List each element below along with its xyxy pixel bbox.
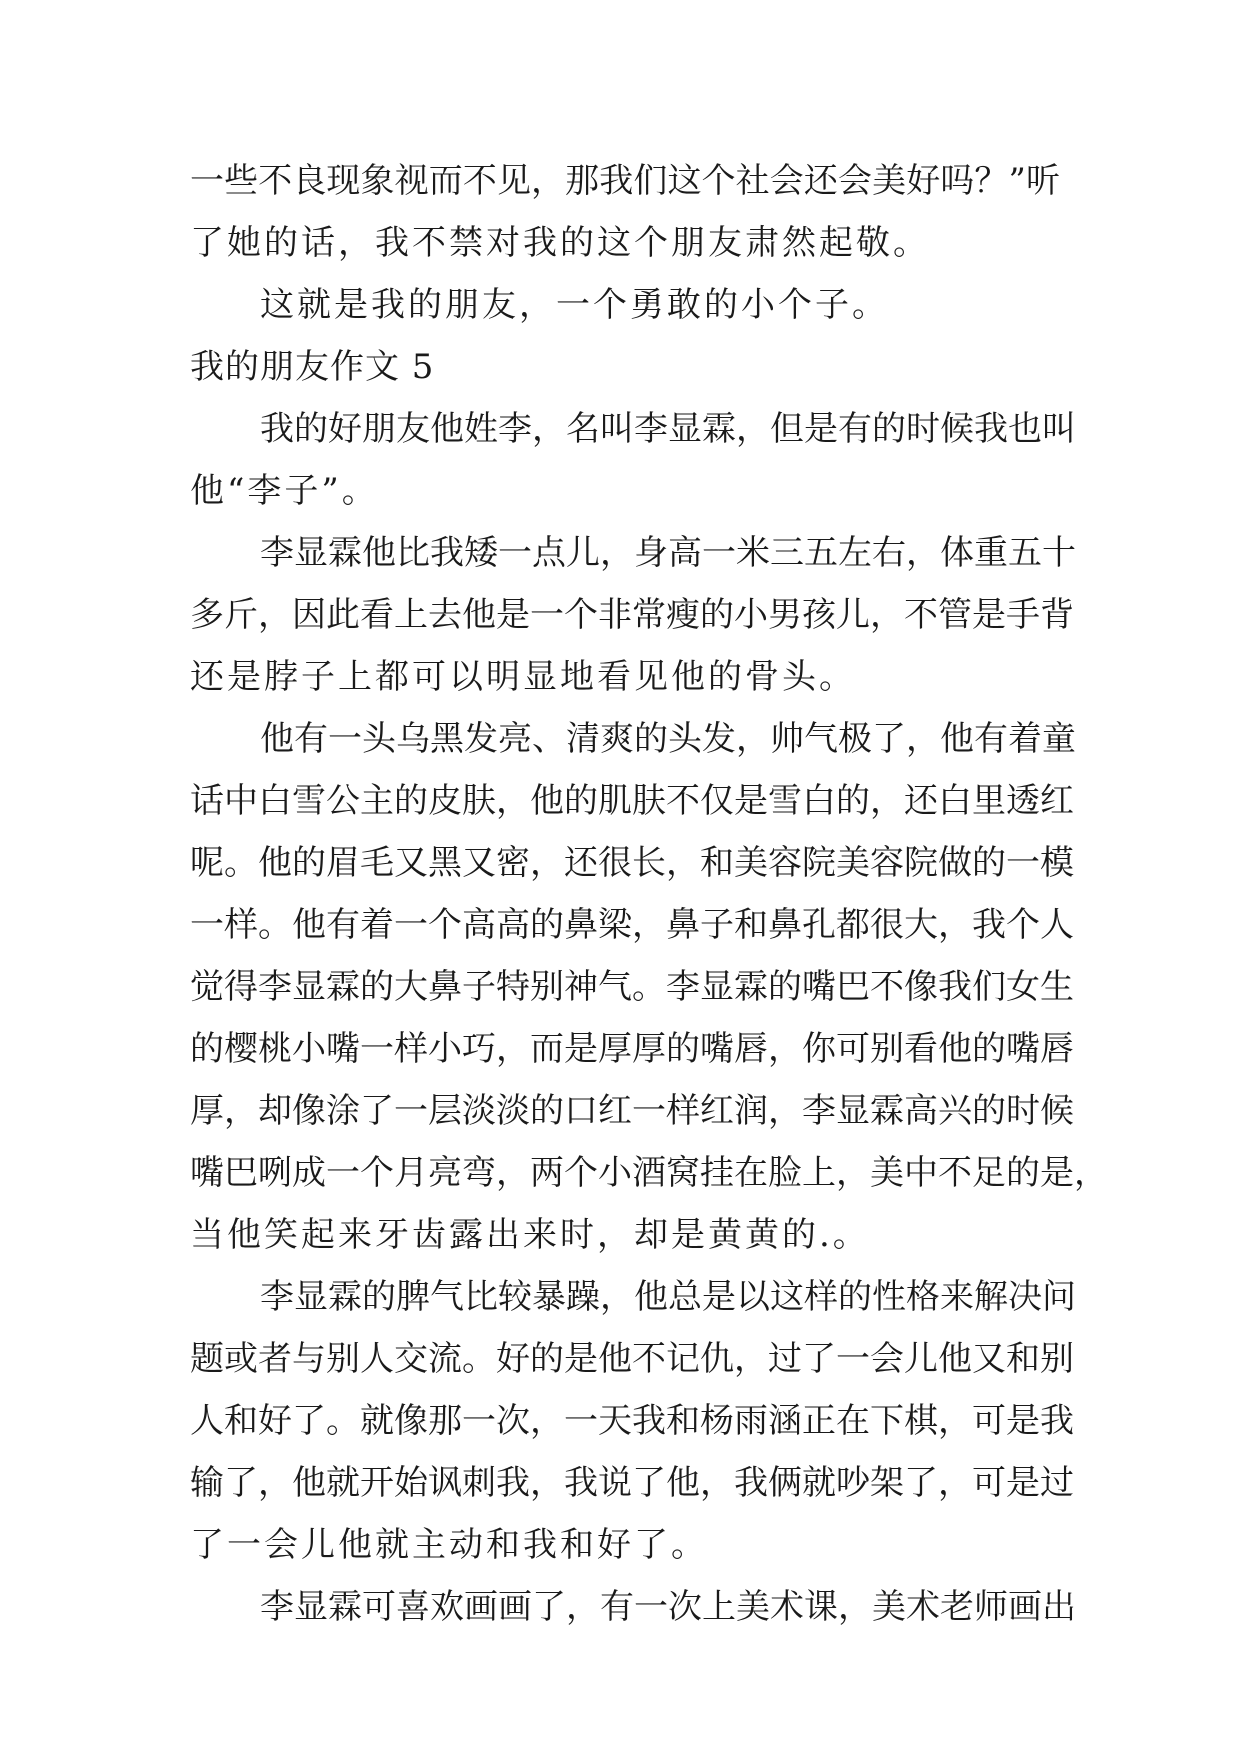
paragraph-start-line: 李显霖可喜欢画画了，有一次上美术课，美术老师画出 [260, 1587, 1076, 1627]
text-line: 了一会儿他就主动和我和好了。 [190, 1525, 708, 1565]
text-line: 觉得李显霖的大鼻子特别神气。李显霖的嘴巴不像我们女生 [190, 967, 1074, 1007]
text-line: 了她的话，我不禁对我的这个朋友肃然起敬。 [190, 223, 930, 263]
text-line: 多斤，因此看上去他是一个非常瘦的小男孩儿，不管是手背 [190, 595, 1074, 635]
text-line: 他“李子”。 [190, 471, 379, 511]
text-line: 嘴巴咧成一个月亮弯，两个小酒窝挂在脸上，美中不足的是， [190, 1153, 1108, 1193]
essay-heading: 我的朋友作文 5 [190, 347, 435, 387]
text-line: 当他笑起来牙齿露出来时，却是黄黄的.。 [190, 1215, 870, 1255]
text-line: 题或者与别人交流。好的是他不记仇，过了一会儿他又和别 [190, 1339, 1074, 1379]
text-line: 人和好了。就像那一次，一天我和杨雨涵正在下棋，可是我 [190, 1401, 1074, 1441]
paragraph-start-line: 他有一头乌黑发亮、清爽的头发，帅气极了，他有着童 [260, 719, 1076, 759]
text-line: 厚，却像涂了一层淡淡的口红一样红润，李显霖高兴的时候 [190, 1091, 1074, 1131]
text-line: 话中白雪公主的皮肤，他的肌肤不仅是雪白的，还白里透红 [190, 781, 1074, 821]
paragraph-start-line: 我的好朋友他姓李，名叫李显霖，但是有的时候我也叫 [260, 409, 1076, 449]
text-line: 一些不良现象视而不见，那我们这个社会还会美好吗？”听 [190, 161, 1060, 201]
text-line: 呢。他的眉毛又黑又密，还很长，和美容院美容院做的一模 [190, 843, 1074, 883]
paragraph-start-line: 李显霖他比我矮一点儿，身高一米三五左右，体重五十 [260, 533, 1076, 573]
paragraph-start-line: 这就是我的朋友，一个勇敢的小个子。 [260, 285, 889, 325]
text-line: 的樱桃小嘴一样小巧，而是厚厚的嘴唇，你可别看他的嘴唇 [190, 1029, 1074, 1069]
text-line: 一样。他有着一个高高的鼻梁，鼻子和鼻孔都很大，我个人 [190, 905, 1074, 945]
text-line: 还是脖子上都可以明显地看见他的骨头。 [190, 657, 856, 697]
paragraph-start-line: 李显霖的脾气比较暴躁，他总是以这样的性格来解决问 [260, 1277, 1076, 1317]
essay-text [190, 150, 1108, 1638]
text-line: 输了，他就开始讽刺我，我说了他，我俩就吵架了，可是过 [190, 1463, 1074, 1503]
